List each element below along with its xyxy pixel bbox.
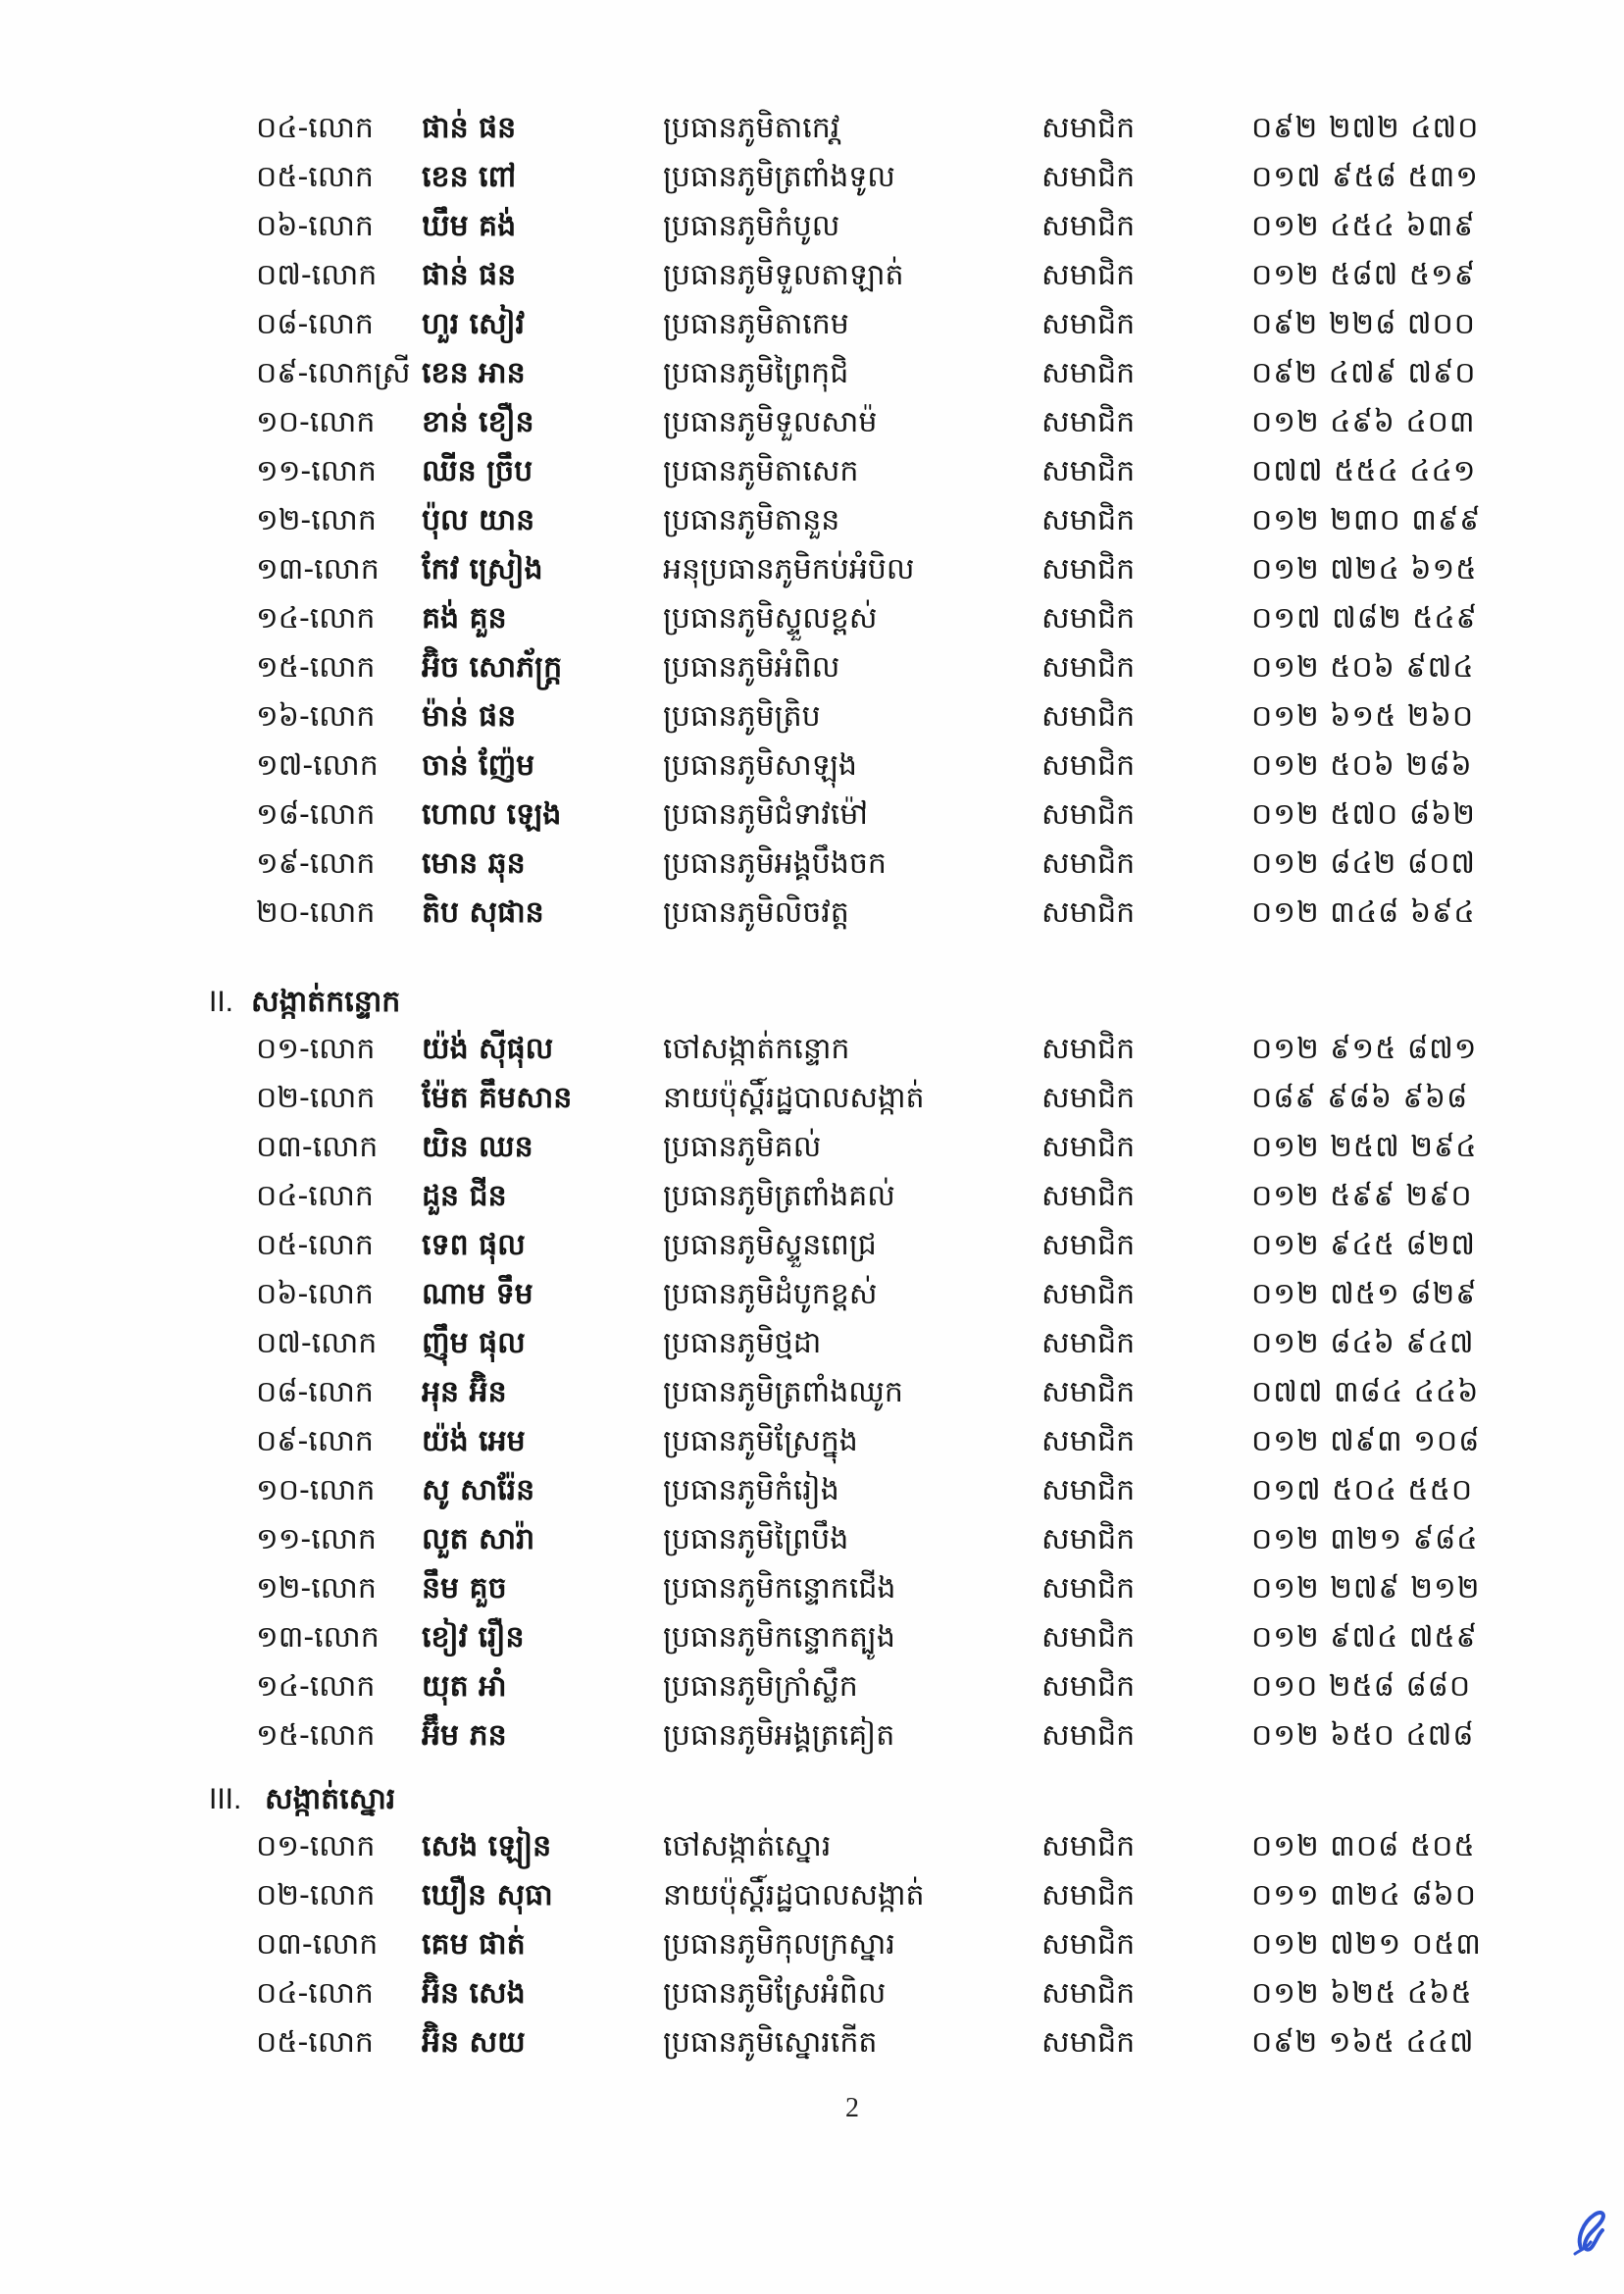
member-phone: ០១២ ៥៧០ ៨៦២ bbox=[1251, 797, 1476, 832]
table-row bbox=[0, 349, 1624, 398]
member-number-title: ២០-លោក bbox=[256, 895, 376, 930]
member-phone: ០១២ ៧២៤ ៦១៥ bbox=[1251, 552, 1478, 586]
member-phone: ០១២ ៦៥០ ៤៧៨ bbox=[1251, 1718, 1475, 1753]
table-row bbox=[0, 1920, 1624, 1969]
member-name: យ៉ង់ អេម bbox=[422, 1424, 526, 1458]
member-number-title: ១១-លោក bbox=[256, 1522, 377, 1556]
member-phone: ០១២ ៣៤៨ ៦៩៤ bbox=[1251, 895, 1476, 930]
member-phone: ០១២ ៩៧៤ ៧៥៩ bbox=[1251, 1620, 1478, 1655]
member-role: សមាជិក bbox=[1041, 1878, 1136, 1912]
member-name: យុត អាំ bbox=[422, 1669, 507, 1704]
member-role: សមាជិក bbox=[1041, 1032, 1136, 1066]
member-number-title: ០៦-លោក bbox=[256, 1277, 374, 1311]
member-number-title: ០៥-លោក bbox=[256, 1228, 374, 1262]
member-number-title: ០៣-លោក bbox=[256, 1927, 379, 1962]
member-name: ម៉ែត គឹមសាន bbox=[422, 1081, 573, 1115]
table-row bbox=[0, 889, 1624, 938]
section-title: សង្កាត់ស្នោរ bbox=[265, 1782, 396, 1816]
table-row bbox=[0, 1515, 1624, 1564]
member-name: លួត សារ៉ា bbox=[422, 1522, 535, 1556]
member-number-title: ១៥-លោក bbox=[256, 650, 376, 685]
member-role: សមាជិក bbox=[1041, 454, 1136, 488]
member-role: សមាជិក bbox=[1041, 1718, 1136, 1753]
table-row bbox=[0, 300, 1624, 349]
member-role: សមាជិក bbox=[1041, 160, 1136, 194]
member-phone: ០១២ ៥០៦ ២៨៦ bbox=[1251, 748, 1473, 783]
member-position: ប្រធានភូមិតានួន bbox=[663, 503, 840, 537]
member-role: សមាជិក bbox=[1041, 846, 1136, 881]
member-phone: ០១៧ ៩៥៨ ៥៣១ bbox=[1251, 160, 1479, 194]
member-position: ប្រធានភូមិកន្ទោកត្បូង bbox=[663, 1620, 895, 1655]
member-role: សមាជិក bbox=[1041, 797, 1136, 832]
member-position: ប្រធានភូមិអំពិល bbox=[663, 650, 840, 685]
member-number-title: ០៦-លោក bbox=[256, 209, 374, 243]
member-position: ប្រធានភូមិទួលសាម៉ bbox=[663, 405, 878, 439]
member-position: ប្រធានភូមិថ្មដា bbox=[663, 1326, 822, 1360]
member-phone: ០១៧ ៧៨២ ៥៤៩ bbox=[1251, 601, 1478, 636]
member-position: ប្រធានភូមិតាសេក bbox=[663, 454, 859, 488]
member-phone: ០៨៩ ៩៨៦ ៩៦៨ bbox=[1251, 1081, 1469, 1115]
member-name: អ៊ិន សយ bbox=[422, 2025, 526, 2060]
member-phone: ០១២ ៧២១ ០៥៣ bbox=[1251, 1927, 1482, 1962]
table-row bbox=[0, 840, 1624, 889]
member-name: ផាន់ ផន bbox=[422, 258, 517, 292]
member-name: យ៉ង់ ស៊ីផុល bbox=[422, 1032, 554, 1066]
member-number-title: ១១-លោក bbox=[256, 454, 377, 488]
member-phone: ០១២ ៤៩៦ ៤០៣ bbox=[1251, 405, 1476, 439]
member-role: សមាជិក bbox=[1041, 1927, 1136, 1962]
section-numeral: II. bbox=[209, 986, 234, 1018]
member-position: ប្រធានភូមិស្ទួលខ្ពស់ bbox=[663, 601, 878, 636]
member-position: ប្រធានភូមិស្ទួនពេជ្រ bbox=[663, 1228, 877, 1262]
member-number-title: ០១-លោក bbox=[256, 1032, 376, 1066]
member-position: ប្រធានភូមិទួលតាឡាត់ bbox=[663, 258, 904, 292]
member-name: ខាន់ ខឿន bbox=[422, 405, 534, 439]
member-phone: ០៩២ ២២៨ ៧០០ bbox=[1251, 307, 1476, 341]
table-row bbox=[0, 1466, 1624, 1515]
member-name: យិន ឈន bbox=[422, 1130, 533, 1164]
member-number-title: ០៥-លោក bbox=[256, 160, 374, 194]
member-number-title: ១៣-លោក bbox=[256, 1620, 380, 1655]
member-phone: ០៩២ ២៧២ ៤៧០ bbox=[1251, 111, 1480, 145]
member-phone: ០១២ ៥៩៩ ២៩០ bbox=[1251, 1179, 1473, 1213]
member-position: ប្រធានភូមិកំរៀង bbox=[663, 1473, 839, 1507]
member-position: ប្រធានភូមិព្រៃបឹង bbox=[663, 1522, 849, 1556]
member-role: សមាជិក bbox=[1041, 405, 1136, 439]
member-position: ប្រធានភូមិស្រែអំពិល bbox=[663, 1976, 887, 2011]
member-number-title: ០៩-លោកស្រី bbox=[256, 356, 411, 390]
member-phone: ០១២ ៣០៨ ៥០៥ bbox=[1251, 1829, 1476, 1863]
member-name: ឃឿន សុធា bbox=[422, 1878, 553, 1912]
member-position: ប្រធានភូមិអង្គបឹងចក bbox=[663, 846, 887, 881]
member-role: សមាជិក bbox=[1041, 209, 1136, 243]
table-row bbox=[0, 1123, 1624, 1172]
member-number-title: ១៧-លោក bbox=[256, 748, 379, 783]
member-name: សូ សារ៉ែន bbox=[422, 1473, 535, 1507]
member-name: គង់ គួន bbox=[422, 601, 507, 636]
member-name: ឃឹម គង់ bbox=[422, 209, 517, 243]
member-number-title: ១០-លោក bbox=[256, 405, 376, 439]
member-number-title: ០៤-លោក bbox=[256, 1976, 374, 2011]
table-row bbox=[0, 153, 1624, 202]
member-name: សេង ឡៀន bbox=[422, 1829, 552, 1863]
member-phone: ០១២ ២៣០ ៣៩៩ bbox=[1251, 503, 1482, 537]
member-position: ប្រធានភូមិជំទាវម៉ៅ bbox=[663, 797, 868, 832]
member-number-title: ០៧-លោក bbox=[256, 258, 378, 292]
member-position: ប្រធានភូមិអង្គត្រគៀត bbox=[663, 1718, 895, 1753]
member-name: មោន ឆុន bbox=[422, 846, 526, 881]
member-phone: ០១០ ២៥៨ ៨៨០ bbox=[1251, 1669, 1472, 1704]
member-position: ចៅសង្កាត់កន្ទោក bbox=[663, 1032, 850, 1066]
member-name: ខេន អាន bbox=[422, 356, 526, 390]
page-number: 2 bbox=[845, 2093, 859, 2123]
member-name: នឹម គួច bbox=[422, 1571, 507, 1606]
member-position: នាយប៉ុស្ដិ៍រដ្ឋបាលសង្កាត់ bbox=[663, 1081, 925, 1115]
member-name: ផាន់ ផន bbox=[422, 111, 517, 145]
table-row bbox=[0, 1368, 1624, 1417]
member-number-title: ០៧-លោក bbox=[256, 1326, 378, 1360]
table-row bbox=[0, 1074, 1624, 1123]
table-row bbox=[0, 545, 1624, 594]
table-row bbox=[0, 2018, 1624, 2067]
member-role: សមាជិក bbox=[1041, 895, 1136, 930]
member-role: សមាជិក bbox=[1041, 1571, 1136, 1606]
section-heading bbox=[0, 1775, 1624, 1824]
table-row bbox=[0, 692, 1624, 741]
member-number-title: ១៤-លោក bbox=[256, 1669, 376, 1704]
member-number-title: ០៩-លោក bbox=[256, 1424, 374, 1458]
member-name: អ៊ឹម ភន bbox=[422, 1718, 507, 1753]
table-row bbox=[0, 202, 1624, 251]
member-position: ប្រធានភូមិព្រៃកុជិ bbox=[663, 356, 849, 390]
member-role: សមាជិក bbox=[1041, 1620, 1136, 1655]
member-role: សមាជិក bbox=[1041, 1375, 1136, 1409]
member-role: សមាជិក bbox=[1041, 111, 1136, 145]
member-list-section-2 bbox=[0, 1025, 1624, 1760]
member-number-title: ១៩-លោក bbox=[256, 846, 376, 881]
member-role: សមាជិក bbox=[1041, 2025, 1136, 2060]
member-name: ម៉ាន់ ផន bbox=[422, 699, 517, 734]
member-position: ប្រធានភូមិត្រពាំងគល់ bbox=[663, 1179, 895, 1213]
member-number-title: ០៤-លោក bbox=[256, 1179, 374, 1213]
member-list-section-3 bbox=[0, 1822, 1624, 2067]
member-name: អុន អ៊ិន bbox=[422, 1375, 507, 1409]
member-number-title: ១៣-លោក bbox=[256, 552, 380, 586]
member-position: ប្រធានភូមិគល់ bbox=[663, 1130, 822, 1164]
table-row bbox=[0, 1025, 1624, 1074]
member-phone: ០១២ ៥០៦ ៩៧៤ bbox=[1251, 650, 1475, 685]
member-name: ខៀវ រឿន bbox=[422, 1620, 525, 1655]
pen-scribble-icon bbox=[1567, 2205, 1612, 2260]
member-role: សមាជិក bbox=[1041, 1081, 1136, 1115]
member-name: គេម ផាត់ bbox=[422, 1927, 526, 1962]
member-phone: ០១២ ៦២៥ ៤៦៥ bbox=[1251, 1976, 1473, 2011]
member-name: ប៉ុល យាន bbox=[422, 503, 535, 537]
member-number-title: ០២-លោក bbox=[256, 1081, 376, 1115]
table-row bbox=[0, 594, 1624, 643]
member-position: ប្រធានភូមិត្រិប bbox=[663, 699, 821, 734]
member-number-title: ០៥-លោក bbox=[256, 2025, 374, 2060]
table-row bbox=[0, 398, 1624, 447]
table-row bbox=[0, 1662, 1624, 1711]
member-phone: ០៧៧ ៣៨៤ ៤៤៦ bbox=[1251, 1375, 1480, 1409]
member-phone: ០១២ ៨៤២ ៨០៧ bbox=[1251, 846, 1476, 881]
member-number-title: ១២-លោក bbox=[256, 1571, 377, 1606]
section-heading bbox=[0, 978, 1624, 1027]
member-name: ខេន ពៅ bbox=[422, 160, 517, 194]
member-name: ឈីន ច្រឹប bbox=[422, 454, 533, 488]
member-number-title: ១៤-លោក bbox=[256, 601, 376, 636]
table-row bbox=[0, 496, 1624, 545]
member-role: សមាជិក bbox=[1041, 1277, 1136, 1311]
table-row bbox=[0, 104, 1624, 153]
member-name: អ៊ិច សោភ័ក្ត្រ bbox=[422, 650, 563, 685]
table-row bbox=[0, 1969, 1624, 2018]
member-phone: ០៩២ ៤៧៩ ៧៩០ bbox=[1251, 356, 1477, 390]
table-row bbox=[0, 1613, 1624, 1662]
member-position: អនុប្រធានភូមិកប់អំបិល bbox=[663, 552, 915, 586]
member-role: សមាជិក bbox=[1041, 356, 1136, 390]
member-role: សមាជិក bbox=[1041, 699, 1136, 734]
member-position: នាយប៉ុស្ដិ៍រដ្ឋបាលសង្កាត់ bbox=[663, 1878, 925, 1912]
section-numeral: III. bbox=[209, 1783, 242, 1815]
member-list-continued bbox=[0, 104, 1624, 938]
member-phone: ០១២ ៤៥៤ ៦៣៩ bbox=[1251, 209, 1476, 243]
member-position: ប្រធានភូមិត្រពាំងទូល bbox=[663, 160, 895, 194]
member-position: ប្រធានភូមិត្រពាំងឈូក bbox=[663, 1375, 903, 1409]
member-position: ប្រធានភូមិស្នោរកើត bbox=[663, 2025, 878, 2060]
member-role: សមាជិក bbox=[1041, 1976, 1136, 2011]
member-role: សមាជិក bbox=[1041, 1829, 1136, 1863]
member-number-title: ១៨-លោក bbox=[256, 797, 376, 832]
member-role: សមាជិក bbox=[1041, 1326, 1136, 1360]
member-role: សមាជិក bbox=[1041, 1424, 1136, 1458]
member-number-title: ០៣-លោក bbox=[256, 1130, 379, 1164]
member-role: សមាជិក bbox=[1041, 1179, 1136, 1213]
member-position: ប្រធានភូមិដំបូកខ្ពស់ bbox=[663, 1277, 878, 1311]
member-role: សមាជិក bbox=[1041, 307, 1136, 341]
member-position: ប្រធានភូមិសាឡុង bbox=[663, 748, 857, 783]
member-number-title: ០៨-លោក bbox=[256, 1375, 374, 1409]
member-number-title: ១២-លោក bbox=[256, 503, 377, 537]
member-phone: ០៧៧ ៥៥៤ ៤៤១ bbox=[1251, 454, 1477, 488]
member-phone: ០១២ ៦១៥ ២៦០ bbox=[1251, 699, 1475, 734]
member-role: សមាជិក bbox=[1041, 503, 1136, 537]
member-role: សមាជិក bbox=[1041, 748, 1136, 783]
table-row bbox=[0, 251, 1624, 300]
member-phone: ០១២ ៩១៥ ៨៧១ bbox=[1251, 1032, 1478, 1066]
member-role: សមាជិក bbox=[1041, 258, 1136, 292]
member-number-title: ១៦-លោក bbox=[256, 699, 376, 734]
section-title: សង្កាត់កន្ទោក bbox=[251, 985, 401, 1019]
member-role: សមាជិក bbox=[1041, 1669, 1136, 1704]
member-role: សមាជិក bbox=[1041, 1228, 1136, 1262]
member-name: ទេព ផុល bbox=[422, 1228, 526, 1262]
table-row bbox=[0, 1564, 1624, 1613]
member-phone: ០១៧ ៥០៤ ៥៥០ bbox=[1251, 1473, 1474, 1507]
table-row bbox=[0, 447, 1624, 496]
member-number-title: ០៤-លោក bbox=[256, 111, 374, 145]
member-name: តិប សុផាន bbox=[422, 895, 544, 930]
member-name: កែវ ស្រៀង bbox=[422, 552, 543, 586]
table-row bbox=[0, 1319, 1624, 1368]
table-row bbox=[0, 643, 1624, 692]
member-position: ប្រធានភូមិក្រាំស្លឹក bbox=[663, 1669, 858, 1704]
member-phone: ០១១ ៣២៤ ៨៦០ bbox=[1251, 1878, 1478, 1912]
member-position: ប្រធានភូមិលិចវត្ត bbox=[663, 895, 849, 930]
member-position: ប្រធានភូមិកុលក្រស្នារ bbox=[663, 1927, 895, 1962]
member-phone: ០៩២ ១៦៥ ៤៤៧ bbox=[1251, 2025, 1475, 2060]
member-phone: ០១២ ៣២១ ៩៨៤ bbox=[1251, 1522, 1479, 1556]
table-row bbox=[0, 1172, 1624, 1221]
table-row bbox=[0, 1270, 1624, 1319]
member-position: ប្រធានភូមិកន្ទោកជើង bbox=[663, 1571, 896, 1606]
member-phone: ០១២ ៨៤៦ ៩៤៧ bbox=[1251, 1326, 1475, 1360]
member-position: ប្រធានភូមិកំបូល bbox=[663, 209, 840, 243]
member-position: ប្រធានភូមិតាកេវ្ត bbox=[663, 111, 840, 145]
member-role: សមាជិក bbox=[1041, 1522, 1136, 1556]
member-phone: ០១២ ២៥៧ ២៩៤ bbox=[1251, 1130, 1478, 1164]
member-position: ចៅសង្កាត់ស្នោរ bbox=[663, 1829, 832, 1863]
member-role: សមាជិក bbox=[1041, 1473, 1136, 1507]
table-row bbox=[0, 1871, 1624, 1920]
member-name: ចាន់ ញ៉ែម bbox=[422, 748, 535, 783]
member-position: ប្រធានភូមិស្រែក្នុង bbox=[663, 1424, 858, 1458]
member-role: សមាជិក bbox=[1041, 650, 1136, 685]
member-name: ដួន ជីន bbox=[422, 1179, 507, 1213]
member-number-title: ០១-លោក bbox=[256, 1829, 376, 1863]
member-role: សមាជិក bbox=[1041, 552, 1136, 586]
member-number-title: ១០-លោក bbox=[256, 1473, 376, 1507]
table-row bbox=[0, 1711, 1624, 1760]
member-phone: ០១២ ២៧៩ ២១២ bbox=[1251, 1571, 1481, 1606]
member-role: សមាជិក bbox=[1041, 1130, 1136, 1164]
table-row bbox=[0, 1822, 1624, 1871]
member-position: ប្រធានភូមិតាកេម bbox=[663, 307, 849, 341]
member-phone: ០១២ ៥៨៧ ៥១៩ bbox=[1251, 258, 1476, 292]
member-number-title: ០៨-លោក bbox=[256, 307, 374, 341]
member-name: ញ៉ឹម ផុល bbox=[422, 1326, 526, 1360]
member-phone: ០១២ ៧៩៣ ១០៨ bbox=[1251, 1424, 1481, 1458]
member-name: ណាម ទឹម bbox=[422, 1277, 533, 1311]
member-name: ហោល ឡេង bbox=[422, 797, 562, 832]
table-row bbox=[0, 1221, 1624, 1270]
table-row bbox=[0, 790, 1624, 840]
member-phone: ០១២ ៧៥១ ៨២៩ bbox=[1251, 1277, 1478, 1311]
member-number-title: ១៥-លោក bbox=[256, 1718, 376, 1753]
table-row bbox=[0, 1417, 1624, 1466]
member-name: អ៊ិន សេង bbox=[422, 1976, 526, 2011]
member-name: ហួរ សៀវ bbox=[422, 307, 526, 341]
member-number-title: ០២-លោក bbox=[256, 1878, 376, 1912]
table-row bbox=[0, 741, 1624, 790]
member-phone: ០១២ ៩៤៥ ៨២៧ bbox=[1251, 1228, 1476, 1262]
member-role: សមាជិក bbox=[1041, 601, 1136, 636]
